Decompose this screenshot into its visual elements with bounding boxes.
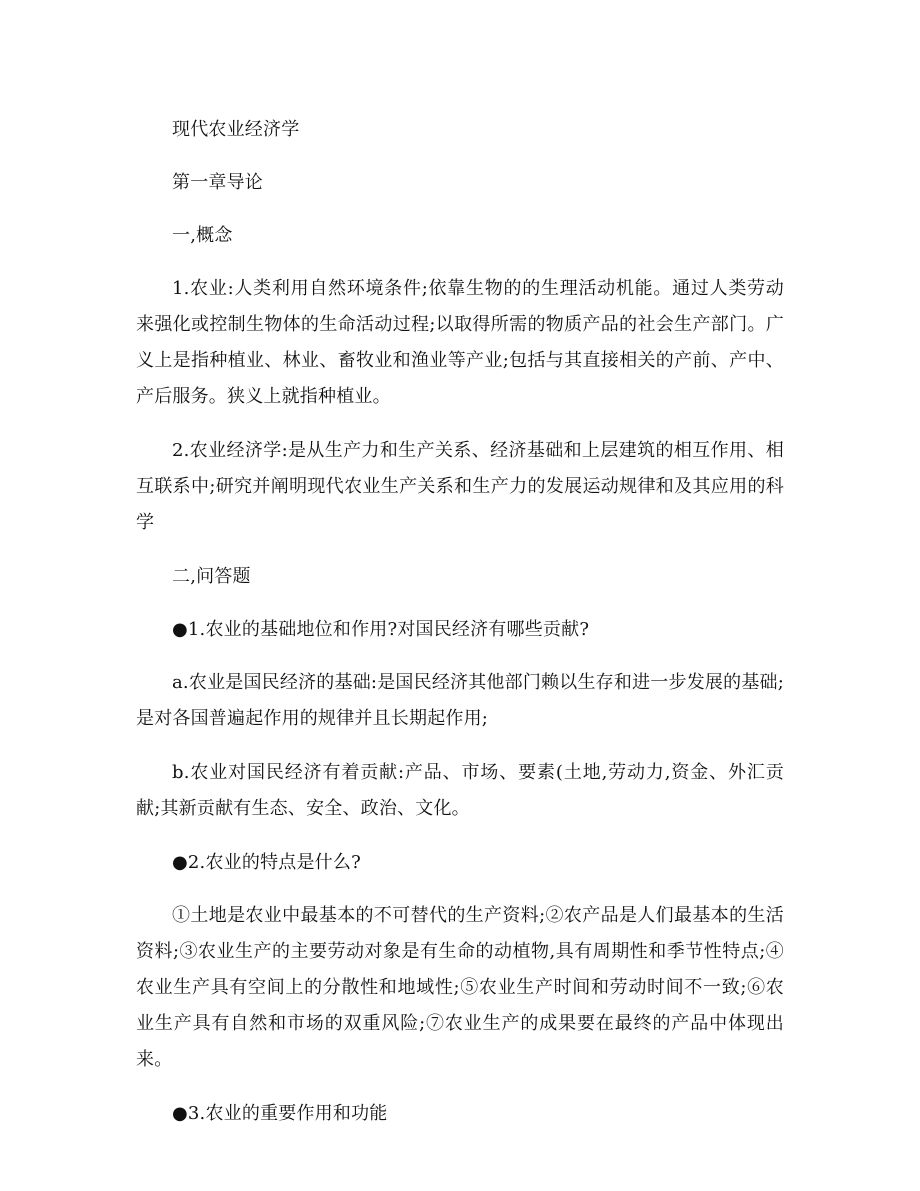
answer-1b: b.农业对国民经济有着贡献:产品、市场、要素(土地,劳动力,资金、外汇贡献;其新贡献有生态、安全、政治、文化。 [136, 762, 784, 819]
definition-agricultural-economics: 2.农业经济学:是从生产力和生产关系、经济基础和上层建筑的相互作用、相互联系中;研究并阐明现代农业生产关系和生产力的发展运动规律和及其应用的科学 [136, 440, 784, 533]
question-2: ●2.农业的特点是什么? [172, 852, 361, 873]
answer-1a: a.农业是国民经济的基础:是国民经济其他部门赖以生存和进一步发展的基础;是对各国普遍起作用的规律并且长期起作用; [136, 672, 784, 729]
definition-agriculture: 1.农业:人类利用自然环境条件;依靠生物的的生理活动机能。通过人类劳动来强化或控制生物体的生命活动过程;以取得所需的物质产品的社会生产部门。广义上是指种植业、林业、畜牧业和渔业等产业;包括与其直接相关的产前、产中、产后服务。狭义上就指种植业。 [136, 278, 784, 407]
question-3: ●3.农业的重要作用和功能 [172, 1103, 388, 1124]
document-title: 现代农业经济学 [172, 119, 300, 140]
section-heading-concepts: 一,概念 [172, 225, 233, 246]
document-body [136, 112, 784, 1132]
answer-2: ①土地是农业中最基本的不可替代的生产资料;②农产品是人们最基本的生活资料;③农业生产的主要劳动对象是有生命的动植物,具有周期性和季节性特点;④农业生产具有空间上的分散性和地域性;⑤农业生产时间和劳动时间不一致;⑥农业生产具有自然和市场的双重风险;⑦农业生产的成果要在最终的产品中体现出来。 [136, 905, 784, 1070]
section-heading-questions: 二,问答题 [172, 566, 251, 587]
question-1: ●1.农业的基础地位和作用?对国民经济有哪些贡献? [172, 619, 590, 640]
chapter-heading: 第一章导论 [172, 172, 263, 193]
